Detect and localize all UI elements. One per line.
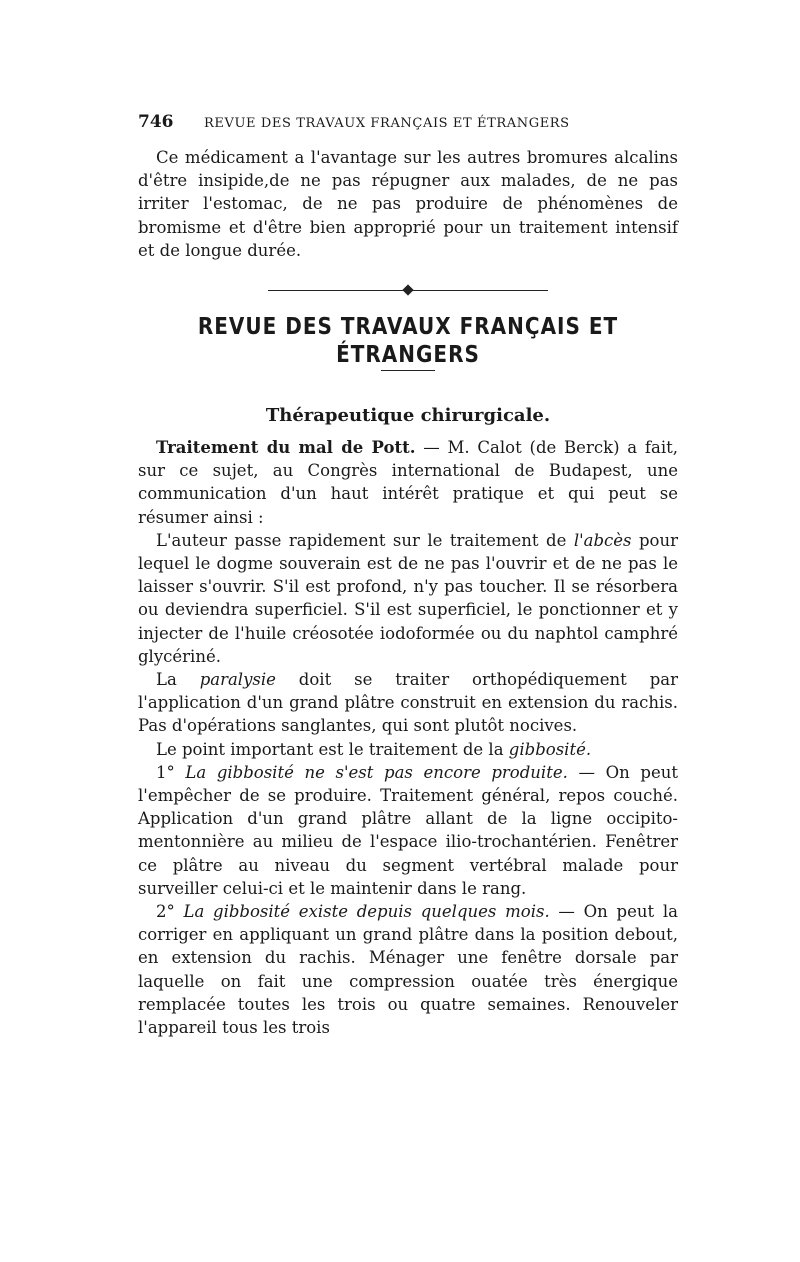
paralysis-text-start: La bbox=[156, 670, 200, 690]
paralysis-paragraph bbox=[138, 668, 678, 738]
article-lead-text: — M. Calot (de Berck) a fait, sur ce sujet, au Congrès international de Budapest, une communication d'un haut intérêt pratique et qui peut se résumer ainsi : bbox=[138, 438, 678, 527]
case-two-paragraph bbox=[138, 900, 678, 1039]
page-number: 746 bbox=[138, 112, 174, 132]
case-one-text: — On peut l'empêcher de se produire. Traitement général, repos couché. Application d'un grand plâtre allant de la ligne occipito-mentonnière au milieu de l'espace ilio-trochantérien. Fenêtrer ce plâtre au niveau du segment vertébral malade pour surveiller celui-ci et le maintenir dans le rang. bbox=[138, 762, 678, 898]
case-one-title: La gibbosité ne s'est pas encore produite. bbox=[185, 762, 568, 782]
subsection-title: Thérapeutique chirurgicale. bbox=[265, 405, 551, 427]
paralysis-text-end: doit se traiter orthopédiquement par l'application d'un grand plâtre construit en extension du rachis. Pas d'opérations sanglantes, qui sont plutôt nocives. bbox=[138, 670, 678, 736]
case-two-title: La gibbosité existe depuis quelques mois. bbox=[183, 902, 550, 922]
intro-paragraph: Ce médicament a l'avantage sur les autres bromures alcalins d'être insipide,de ne pas répugner aux malades, de ne pas irriter l'estomac, de ne pas produire de phénomènes de bromisme et d'être bien approprié pour un traitement intensif et de longue durée. bbox=[138, 148, 678, 260]
gibbosity-term: gibbosité. bbox=[508, 739, 592, 759]
case-one-number: 1° bbox=[156, 762, 186, 782]
running-header bbox=[138, 112, 678, 132]
diamond-ornament-icon bbox=[402, 284, 413, 295]
article-title: Traitement du mal de Pott. bbox=[156, 438, 416, 458]
case-one-paragraph bbox=[138, 761, 678, 900]
paralysis-term: paralysie bbox=[199, 670, 276, 690]
case-two-number: 2° bbox=[156, 902, 184, 922]
abscess-term: l'abcès bbox=[573, 530, 632, 550]
abscess-text-start: L'auteur passe rapidement sur le traitement de bbox=[156, 530, 574, 550]
title-underline bbox=[381, 370, 435, 371]
document-page bbox=[138, 112, 678, 1039]
section-separator bbox=[268, 282, 548, 300]
section-title: REVUE DES TRAVAUX FRANÇAIS ET ÉTRANGERS bbox=[197, 312, 619, 368]
gibbosity-intro-text: Le point important est le traitement de la bbox=[156, 739, 509, 759]
running-title: REVUE DES TRAVAUX FRANÇAIS ET ÉTRANGERS bbox=[204, 116, 570, 131]
gibbosity-intro-paragraph bbox=[138, 738, 678, 761]
case-two-text: — On peut la corriger en appliquant un grand plâtre dans la position debout, en extension du rachis. Ménager une fenêtre dorsale par laquelle on fait une compression ouatée très énergique remplacée toutes les trois ou quatre semaines. Renouveler l'appareil tous les trois bbox=[138, 902, 678, 1038]
article-lead-paragraph bbox=[138, 436, 678, 529]
abscess-paragraph bbox=[138, 529, 678, 668]
abscess-text-end: pour lequel le dogme souverain est de ne pas l'ouvrir et de ne pas le laisser s'ouvrir. S'il est profond, n'y pas toucher. Il se résorbera ou deviendra superficiel. S'il est superficiel, le ponctionner et y injecter de l'huile créosotée iodoformée ou du naphtol camphré glycériné. bbox=[138, 530, 678, 666]
